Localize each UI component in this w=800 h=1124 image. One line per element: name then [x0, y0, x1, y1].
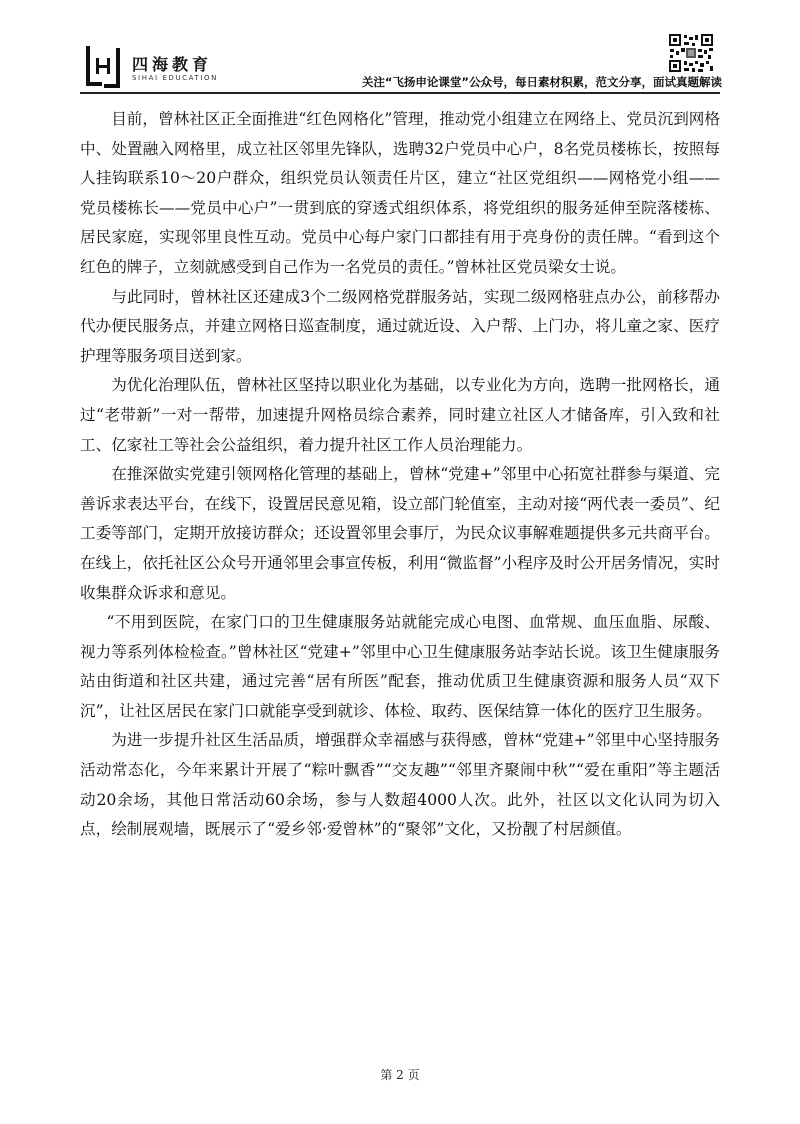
header-divider: [80, 92, 720, 94]
article-body: [80, 105, 720, 845]
paragraph: 目前，曾林社区正全面推进“红色网格化”管理，推动党小组建立在网络上、党员沉到网格中、处置融入网格里，成立社区邻里先锋队，选聘32户党员中心户，8名党员楼栋长，按照每人挂钩联系10～20户群众，组织党员认领责任片区，建立“社区党组织——网格党小组——党员楼栋长——党员中心户”一贯到底的穿透式组织体系，将党组织的服务延伸至院落楼栋、居民家庭，实现邻里良性互动。党员中心每户家门口都挂有用于亮身份的责任牌。“看到这个红色的牌子，立刻就感受到自己作为一名党员的责任。”曾林社区党员梁女士说。: [80, 110, 720, 276]
qr-code-icon: [668, 33, 714, 73]
sihai-logo-icon: [82, 44, 124, 88]
paragraph: 与此同时，曾林社区还建成3个二级网格党群服务站，实现二级网格驻点办公，前移帮办代办便民服务点，并建立网格日巡查制度，通过就近设、入户帮、上门办，将儿童之家、医疗护理等服务项目送到家。: [80, 287, 720, 365]
page-number: 第 2 页: [380, 1068, 420, 1082]
paragraph: 在推深做实党建引领网格化管理的基础上，曾林“党建+”邻里中心拓宽社群参与渠道、完善诉求表达平台，在线下，设置居民意见箱，设立部门轮值室，主动对接“两代表一委员”、纪工委等部门，定期开放接访群众；还设置邻里会事厅，为民众议事解难题提供多元共商平台。在线上，依托社区公众号开通邻里会事宣传板，利用“微监督”小程序及时公开居务情况，实时收集群众诉求和意见。: [80, 465, 720, 602]
page-header: [0, 0, 800, 96]
paragraph: 为进一步提升社区生活品质，增强群众幸福感与获得感，曾林“党建+”邻里中心坚持服务活动常态化，今年来累计开展了“粽叶飘香”“交友趣”“邻里齐聚闹中秋”“爱在重阳”等主题活动20余场，其他日常活动60余场，参与人数超4000人次。此外，社区以文化认同为切入点，绘制展观墙，既展示了“爱乡邻·爱曾林”的“聚邻”文化，又扮靓了村居颜值。: [80, 731, 720, 839]
brand-subtitle: SIHAI EDUCATION: [132, 74, 219, 82]
paragraph: 为优化治理队伍，曾林社区坚持以职业化为基础，以专业化为方向，选聘一批网格长，通过“老带新”一对一帮带，加速提升网格员综合素养，同时建立社区人才储备库，引入致和社工、亿家社工等社会公益组织，着力提升社区工作人员治理能力。: [80, 376, 720, 454]
header-tagline: 关注“飞扬申论课堂”公众号，每日素材积累，范文分享，面试真题解读: [361, 75, 722, 89]
brand-name: 四海教育: [132, 55, 213, 74]
paragraph: “不用到医院，在家门口的卫生健康服务站就能完成心电图、血常规、血压血脂、尿酸、视力等系列体检检查。”曾林社区“党建+”邻里中心卫生健康服务站李站长说。该卫生健康服务站由街道和社区共建，通过完善“居有所医”配套，推动优质卫生健康资源和服务人员“双下沉”，让社区居民在家门口就能享受到就诊、体检、取药、医保结算一体化的医疗卫生服务。: [80, 613, 720, 720]
